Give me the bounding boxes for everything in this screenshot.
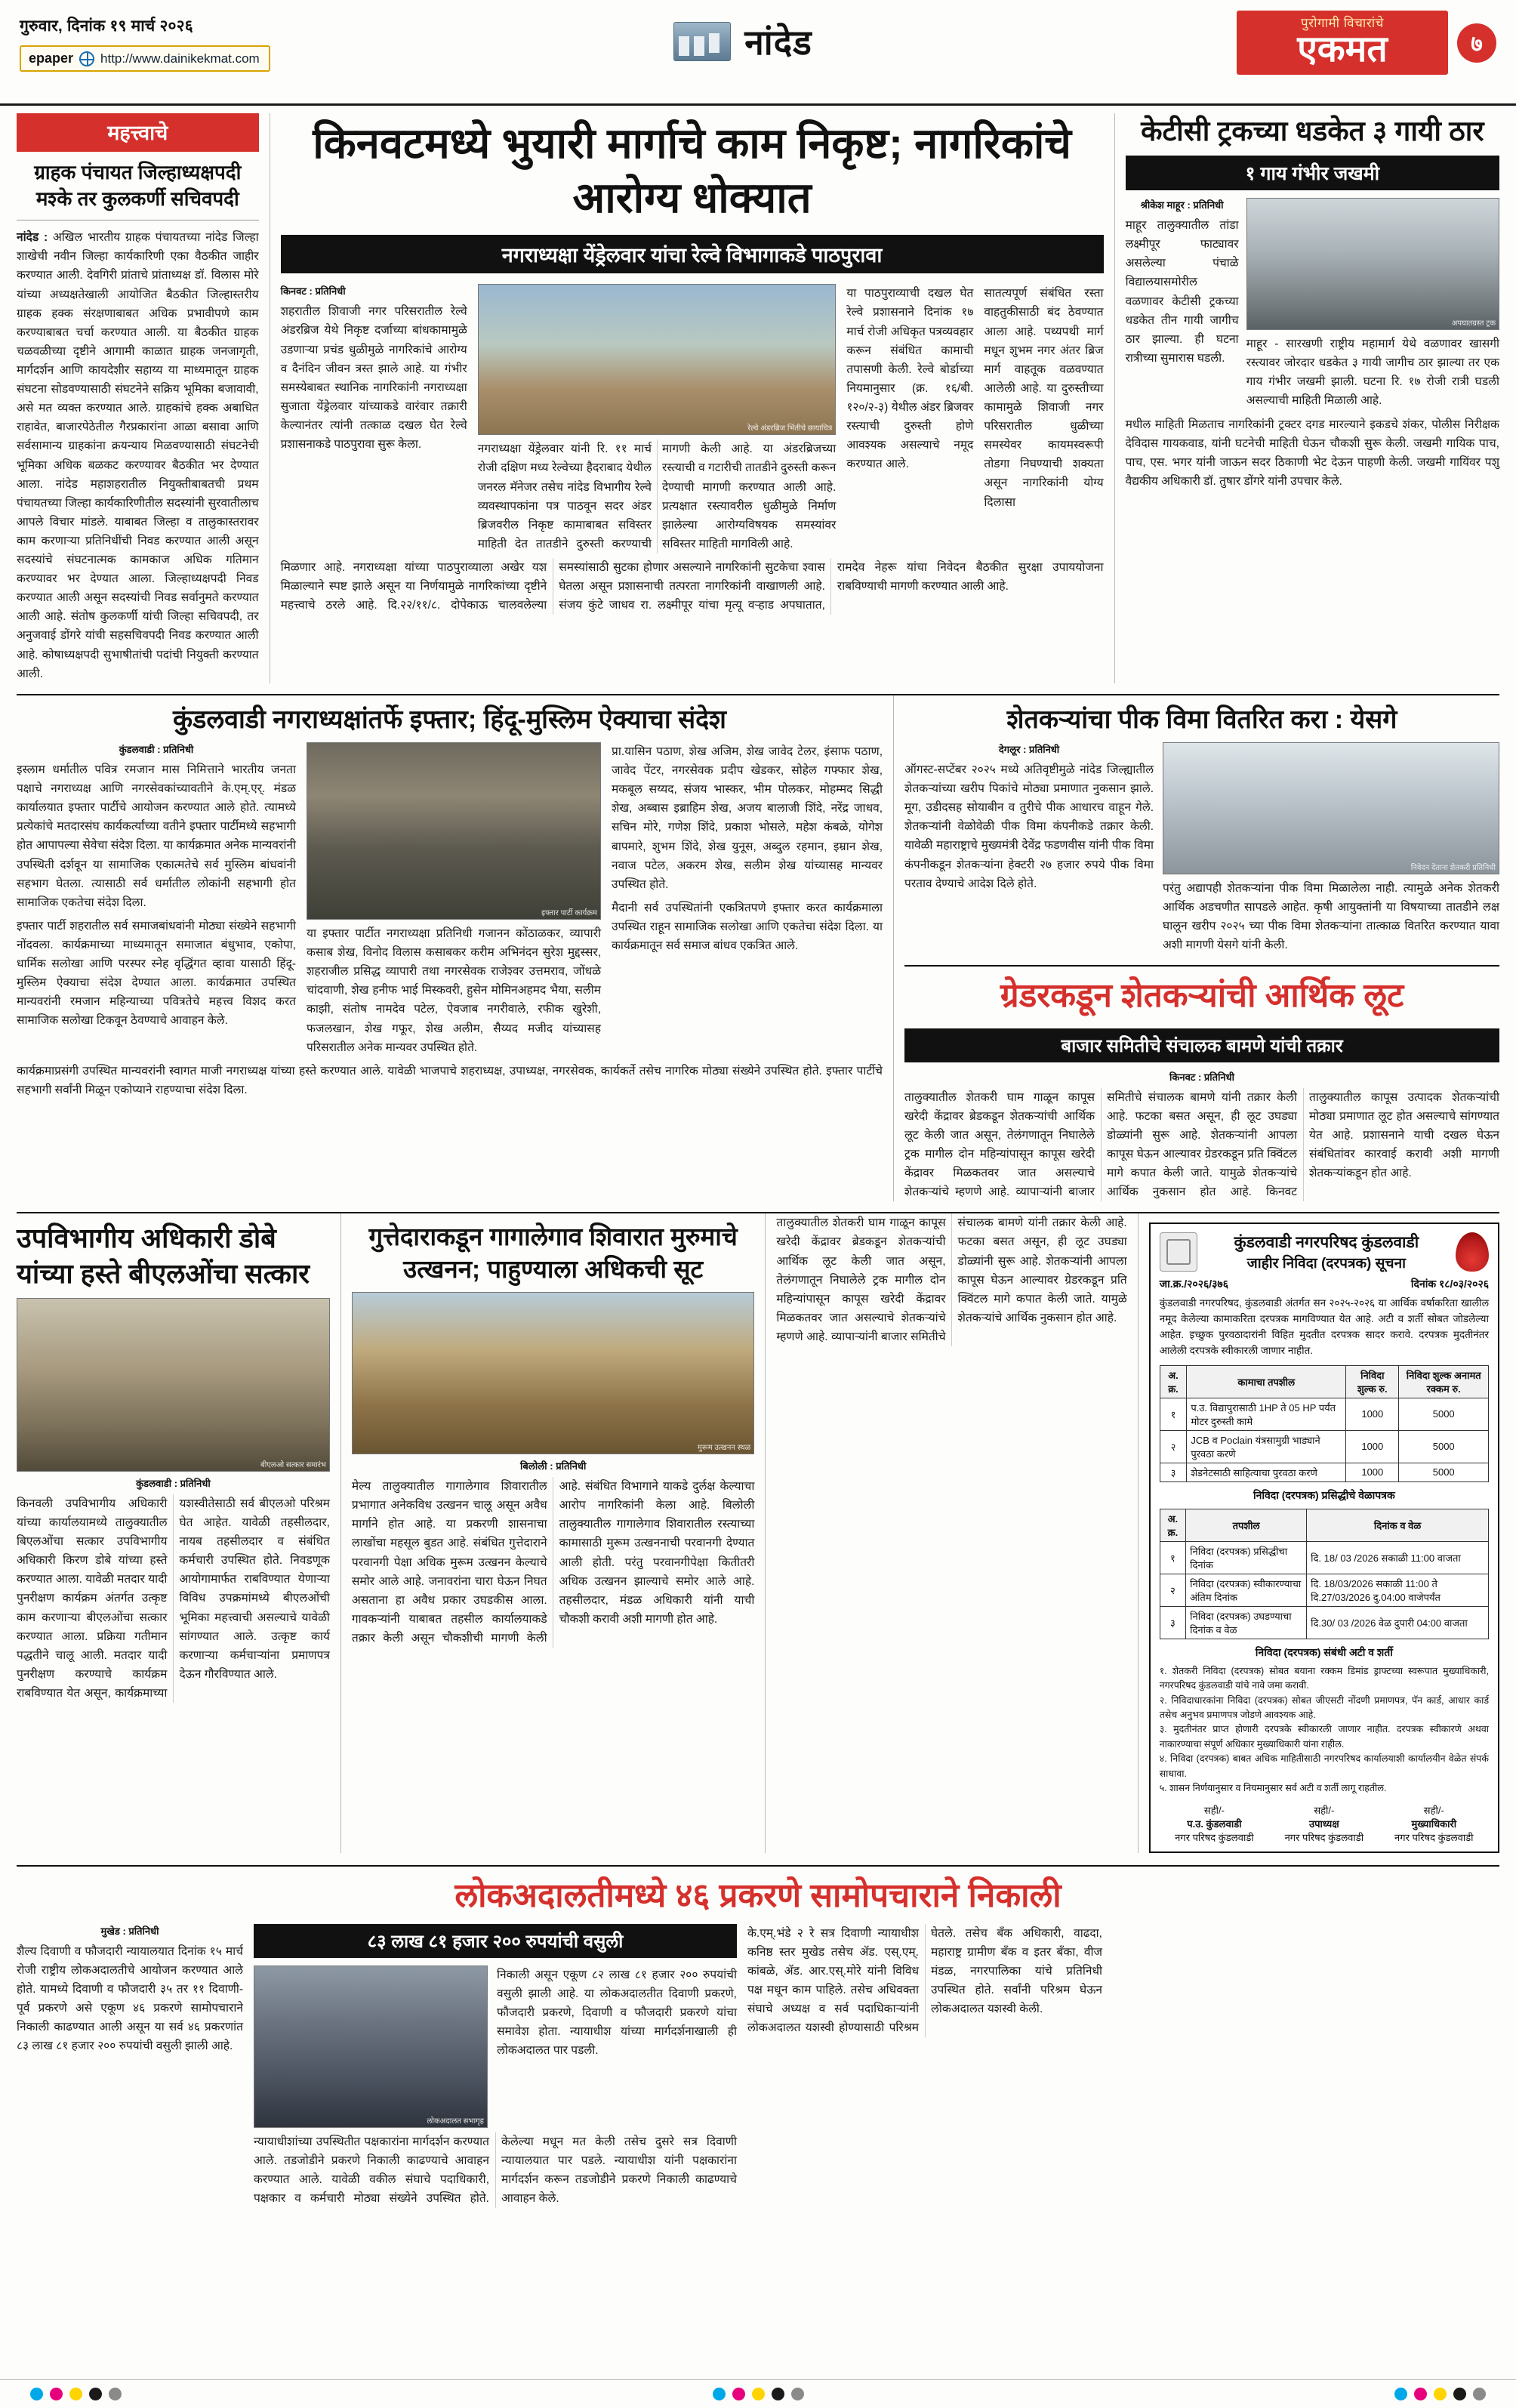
iftar-col3: कार्यक्रमाप्रसंगी उपस्थित मान्यवरांनी स्वागत माजी नगराध्यक्ष यांच्या हस्ते करण्यात आले. यावेळी भाजपाचे शहराध्यक्ष, उपाध्यक्ष, नगरसेवक, कार्यकर्ते तसेच नागरिक मोठ्या संख्येने उपस्थित होते. इफ्तार पार्टीचे सहभागी सर्वांनी मिळून एकोप्याने राहण्याचा संदेश दिला. [17,1064,883,1096]
dobe-col3: निवडणूक आयोगामार्फत राबविण्यात येणाऱ्या विविध उपक्रमांमध्ये बीएलओंची भूमिका महत्त्वाची असल्याचे यावेळी सांगण्यात आले. उत्कृष्ट कार्य करणाऱ्या कर्मचाऱ्यांना प्रमाणपत्र देऊन गौरविण्यात आले. [179,1554,330,1681]
underpass-photo [478,284,837,435]
th-datetime: दिनांक व वेळ [1307,1509,1489,1541]
ktc-col3: मधील माहिती मिळताच नागरिकांनी ट्रक्टर दगड मारल्याने इकडचे शंकर, पोलीस निरीक्षक देविदास गायकवाड, यांनी घटनेची माहिती घेऊन चौकशी सुरू केली. जखमी गायिक पाच, पाच, एस. भगर यांनी जाऊन सदर ठिकाणी भेट देऊन पाहणी केली. जखमी गायिंवर पशु वैद्यकीय अधिकारी डॉ. तुषार डोंगरे यांनी उपचार केले. [1125,418,1499,488]
brand-logo [1237,11,1448,75]
cell-work: JCB व Poclain यंत्रसामुग्री भाड्याने पुरवठा करणे [1187,1430,1346,1463]
grader-col3: किनवट तालुक्यातील कापूस उत्पादक शेतकऱ्यांची मोठ्या प्रमाणात लूट होत असल्याचे सांगण्यात येत आहे. प्रशासनाने याची दखल घेऊन संबंधितांवर कारवाई करावी अशी मागणी शेतकऱ्यांकडून होत आहे. [1266,1090,1499,1199]
iftar-col2: इफ्तार पार्टी शहरातील सर्व समाजबांधवांनी मोठ्या संख्येने सहभागी नोंदवला. कार्यक्रमाच्या माध्यमातून समाजात बंधुभाव, एकोपा, धार्मिक सलोखा आणि परस्पर स्नेह वृद्धिंगत व्हावा यासाठी हिंदू-मुस्लिम ऐक्याचा संदेश देण्यात आला. कार्यक्रमात उपस्थित मान्यवरांनी रमजान महिन्याच्या पवित्रतेचे महत्त्व विशद करत सामाजिक सलोखा टिकवून ठेवण्याचे आवाहन केले. [17,919,296,1028]
cell-datetime: दि. 18/ 03 /2026 सकाळी 11:00 वाजता [1307,1541,1489,1574]
term-item: १. शेतकरी निविदा (दरपत्रक) सोबत बयाना रक्कम डिमांड ड्राफ्टच्या स्वरूपात मुख्याधिकारी, नगरपरिषद कुंडलवाडी यांचे नावे जमा करावी. [1159,1665,1490,1691]
lokadalat-dateline: मुखेड : प्रतिनिधी [100,1925,159,1937]
page-number: ७ [1457,23,1496,63]
dotset-right [1394,2388,1486,2400]
sign-role: सही/- [1423,1805,1444,1817]
left-headline: ग्राहक पंचायत जिल्हाध्यक्षपदी मश्के तर कुलकर्णी सचिवपदी [17,159,259,220]
cell-fee: 1000 [1346,1430,1399,1463]
sheti-col2: परंतु अद्यापही शेतकऱ्यांना पीक विमा मिळालेला नाही. त्यामुळे अनेक शेतकरी आर्थिक अडचणीत सापडले आहेत. कृषी आयुक्तांनी या विषयाच्या तातडीने लक्ष घालून खरीप २०२५ च्या पीक विमा शेतकऱ्यांना तात्काळ वितरित करण्यात यावा अशी मागणी येसगे यांनी केली. [1163,882,1499,952]
notice-title-line1: कुंडलवाडी नगरपरिषद कुंडलवाडी [1234,1234,1419,1252]
lokadalat-col6: तसेच बँक अधिकारी, वाढदा, महाराष्ट्र ग्रामीण बँक व इतर बँका, वीज मंडळ, नगरपालिका यांचे प्रतिनिधी उपस्थित होते. सर्वांनी परिश्रम घेऊन लोकअदालत यशस्वी केली. [931,1926,1102,2015]
grader-extra-1: तालुक्यातील शेतकरी घाम गाळून कापूस खरेदी केंद्रावर ब्रेडकडून शेतकऱ्यांची आर्थिक लूट केली जात असून, तेलंगणातून निघालेले ट्रक मागील दोन महिन्यांपासून कापूस खरेदी केंद्रावर मिळकतवर जात असल्याचे शेतकऱ्यांचे म्हणणे आहे. व्यापाऱ्यांनी बाजार समितीचे संचालक बामणे यांनी तक्रार केली आहे. [776,1216,1127,1343]
lokadalat-sub-banner: ८३ लाख ८१ हजार २०० रुपयांची वसुली [254,1924,737,1958]
iftar-col4: या इफ्तार पार्टीत नगराध्यक्षा प्रतिनिधी गजानन कोंठाळकर, व्यापारी कसाब शेख, विनोद विलास कसाबकर करीम अभिनंदन सुरेश मुद्दस्सर, शहराजील प्रसिद्ध व्यापारी तथा नगरसेवक राजेश्वर उत्तमराव, जोंधळे चांदवाणी, शेख हनीफ भाई मिस्कवरी, हुसेन मोमिनअहमद भैया, सलीम काझी, संतोष नामदेव पटेल, ऐवजाब नगरीवाले, रफीक खुरेशी, फजलखान, शेख गफूर, शेख अलीम, सैय्यद मजीद यांच्यासह परिसरातील अनेक मान्यवर उपस्थित होते. [307,927,601,1054]
cell-work: प.उ. विद्यापुरासाठी 1HP ते 05 HP पर्यंत मोटर दुरुस्ती कामे [1187,1398,1346,1430]
main-col2: दुरुस्ती करण्याची मागणी केली आहे. या अंडरब्रिजच्या रस्त्याची व गटारीची तातडीने दुरुस्ती करून देण्याची मागणी करण्यात आली आहे. प्रत्यक्षात रस्त्यावरील धुळीमुळे निर्माण झालेल्या आरोग्यविषयक समस्यांवर सविस्तर माहिती मागविली आहे. [576,442,837,550]
signature-block [1160,1803,1269,1844]
reg-dot [109,2388,122,2400]
reg-dot [1473,2388,1486,2400]
cell-detail: निविदा (दरपत्रक) प्रसिद्धीचा दिनांक [1186,1541,1307,1574]
ktc-col2: माहूर - सारखणी राष्ट्रीय महामार्ग येथे वळणावर खासगी रस्त्यावर जोरदार धडकेत ३ गायी जागीच ठार झाल्या तर एक गाय गंभीर जखमी झाली. घटना रि. १७ रोजी रात्री घडली असल्याची माहिती मिळाली आहे. [1246,338,1499,408]
reg-dot [1394,2388,1407,2400]
municipal-crest-icon [1160,1232,1197,1272]
murum-photo [352,1292,754,1454]
ktc-sub-banner: १ गाय गंभीर जखमी [1126,156,1499,190]
signature-block [1269,1803,1379,1844]
masthead [0,0,1516,106]
sign-role: सही/- [1203,1805,1225,1817]
terms-title: निविदा (दरपत्रक) संबंधी अटी व शर्ती [1255,1645,1393,1658]
ktc-col1: माहूर तालुक्यातील तांडा लक्ष्मीपूर फाट्यावर असलेल्या पंचाळे विद्यालयासमोरील वळणावर केटीसी ट्रकच्या धडकेत तीन गायी जागीच ठार झाल्या. ही घटना रात्रीच्या सुमारास घडली. [1125,219,1239,365]
table-row [1160,1430,1488,1463]
reg-dot [732,2388,745,2400]
murum-headline: गुत्तेदाराकडून गागालेगाव शिवारात मुरुमाचे उत्खनन; पाहुण्याला अधिकची सूट [368,1222,738,1284]
reg-dot [50,2388,63,2400]
dobe-col1: किनवली उपविभागीय अधिकारी यांच्या कार्यालयामध्ये तालुक्यातील बिएलओंचा सत्कार उपविभागीय अधिकारी किरण डोबे यांच्या हस्ते करण्यात आला. यावेळी मतदार यादी पुनरीक्षण कार्यक्रम अंतर्गत उत्कृष्ट काम करणाऱ्या बीएलओंचा सत्कार करण्यात आला. [17,1497,168,1643]
sheti-col1: ऑगस्ट-सप्टेंबर २०२५ मध्ये अतिवृष्टीमुळे नांदेड जिल्ह्यातील शेतकऱ्यांच्या खरीप पिकांचे मोठ्या प्रमाणात नुकसान झाले. मूग, उडीदसह सोयाबीन व तुरीचे पीक आधारच वाहून गेले. शेतकऱ्यांनी वेळोवेळी पीक विमा कंपनीकडे तक्रार केली. यावेळी महाराष्ट्राचे मुख्यमंत्री देवेंद्र फडणवीस यांनी पीक विमा कंपनीकडून शेतकऱ्यांना हेक्टरी २७ हजार रुपये पीक विमा परताव देण्याचे आदेश दिले होते. [904,763,1154,890]
notice-date: दिनांक १८/०३/२०२६ [1410,1278,1490,1290]
table-row [1160,1398,1488,1430]
th-emd: निविदा शुल्क अनामत रक्कम रु. [1399,1365,1489,1398]
notice-title-line2: जाहीर निविदा (दरपत्रक) सूचना [1246,1256,1407,1272]
truck-photo [1246,198,1499,330]
murum-col3: बिलोली तालुक्यातील गागालेगाव शिवारातील रस्त्याच्या कामासाठी मुरूम उत्खननाची परवानगी देण्यात आली होती. परंतु परवानगीपेक्षा कितीतरी अधिक उत्खनन झाल्याचे समोर आले आहे. तहसीलदार, मंडळ अधिकारी यांनी याची चौकशी करावी अशी मागणी होत आहे. [559,1499,755,1626]
table-row [1160,1574,1488,1606]
city-emblem-icon [673,22,731,61]
right-column [1126,113,1499,683]
ktc-headline: केटीसी ट्रकच्या धडकेत ३ गायी ठार [1141,116,1484,146]
table-row [1160,1606,1488,1639]
lokadalat-headline: लोकअदालतीमध्ये ४६ प्रकरणे सामोपचाराने निकाली [454,1877,1062,1915]
tender-notice [1149,1222,1499,1853]
photo-caption-truck: अपघातग्रस्त ट्रक [1451,319,1496,328]
ktc-byline: श्रीकेश माहूर : प्रतिनिधी [1140,199,1224,211]
section-label-important: महत्त्वाचे [17,113,259,152]
epaper-url: http://www.dainikekmat.com [100,51,260,66]
edition-city: नांदेड [744,23,812,62]
lokadalat-col3: न्यायाधीशांच्या उपस्थितीत पक्षकारांना मार्गदर्शन करण्यात आले. तडजोडीने प्रकरणे निकाली काढण्याचे आवाहन करण्यात आले. यावेळी वकील संघाचे पदाधिकारी, पक्षकार व कर्मचारी मोठ्या संख्येने उपस्थित होते. [254,2135,489,2205]
grader-dateline: किनवट : प्रतिनिधी [1169,1071,1235,1083]
table-row [1160,1541,1488,1574]
sign-office: नगर परिषद कुंडलवाडी [1394,1832,1474,1844]
sign-name: उपाध्यक्ष [1309,1818,1339,1830]
sign-name: मुख्याधिकारी [1411,1818,1457,1830]
iftar-headline: कुंडलवाडी नगराध्यक्षांतर्फे इफ्तार; हिंदू-मुस्लिम ऐक्याचा संदेश [173,705,726,734]
sign-office: नगर परिषद कुंडलवाडी [1175,1832,1254,1844]
dobe-headline: उपविभागीय अधिकारी डोबे यांच्या हस्ते बीएलओंचा सत्कार [17,1222,310,1290]
table-row [1160,1463,1488,1481]
yesge-photo [1163,742,1499,874]
cell-fee: 1000 [1346,1463,1399,1481]
dotset-mid [713,2388,804,2400]
cell-detail: निविदा (दरपत्रक) उघडण्याचा दिनांक व वेळ [1186,1606,1307,1639]
grader-col2: फटका बसत असून, ही लूट उघड्या डोळ्यांनी सुरू आहे. शेतकऱ्यांनी आपला कापूस घेऊन आल्यावर ग्रेडरकडून प्रति क्विंटल मागे कपात केली जाते. यामुळे शेतकऱ्यांचे आर्थिक नुकसान होत आहे. [1107,1109,1297,1199]
th-sr: अ. क्र. [1160,1365,1187,1398]
masthead-right [1142,11,1496,75]
lokadalat-col1: शैल्य दिवाणी व फौजदारी न्यायालयात दिनांक १५ मार्च रोजी राष्ट्रीय लोकअदालतीचे आयोजन करण्यात आले होते. यामध्ये दिवाणी व फौजदारी ३५ तर ११ दिवाणी-पूर्व प्रकरणे असे एकूण ४६ प्रकरणे सामोपचाराने निकाली काढण्यात आली असून या सर्व ४६ प्रकरणांत ८३ लाख ८१ हजार २०० रुपयांची वसुली झाली आहे. [17,1944,243,2053]
reg-dot [772,2388,784,2400]
tender-work-table [1160,1365,1489,1482]
sign-office: नगर परिषद कुंडलवाडी [1284,1832,1364,1844]
reg-dot [752,2388,765,2400]
cell-emd: 5000 [1399,1398,1489,1430]
tender-table-header-row [1160,1365,1488,1398]
sheti-dateline: देगलूर : प्रतिनिधी [998,744,1060,755]
th-sr: अ. क्र. [1160,1509,1185,1541]
flame-logo-icon [1456,1232,1489,1272]
iftar-story [17,695,883,1201]
lokadalat-col2: निकाली असून एकूण ८२ लाख ८१ हजार २०० रुपयांची वसुली झाली आहे. या लोकअदालतीत दिवाणी प्रकरणे, फौजदारी प्रकरणे, दिवाणी व फौजदारी प्रकरणे यांचा समावेश होता. न्यायाधीश यांच्या मार्गदर्शनाखाली ही लोकअदालत पार पडली. [497,1968,737,2057]
cell-sr: २ [1160,1574,1185,1606]
term-item: ४. निविदा (दरपत्रक) बाबत अधिक माहितीसाठी नगरपरिषद कार्यालयाशी कार्यालयीन वेळेत संपर्क साधावा. [1159,1753,1490,1779]
iftar-photo [307,742,601,920]
notice-body: कुंडलवाडी नगरपरिषद, कुंडलवाडी अंतर्गत सन २०२५-२०२६ या आर्थिक वर्षाकरिता खालील नमूद केलेल्या कामाकरिता दरपत्रक मागविण्यात येत आहे. अटी व शर्ती सोबत जोडलेल्या आहेत. इच्छुक पुरवठादारांनी विहित मुदतीत दरपत्रक सादर करावे. दरपत्रक मुदतीनंतर आलेली दरपत्रके स्वीकारली जाणार नाहीत. [1159,1297,1490,1357]
photo-caption-murum: मुरूम उत्खनन स्थळ [697,1444,751,1453]
masthead-center [344,11,1142,65]
photo-caption-blo: बीएलओ सत्कार समारंभ [260,1460,326,1469]
cell-datetime: दि.30/ 03 /2026 वेळ दुपारी 04:00 वाजता [1307,1606,1489,1639]
iftar-col1: इस्लाम धर्मातील पवित्र रमजान मास निमित्ताने भारतीय जनता पक्षाचे नगराध्यक्ष आणि नगरसेवकांच्यावतीने के.एम्.एर्. मंडळ कार्यालयात इफ्तार पार्टीचे आयोजन करण्यात आले होते. त्यामध्ये प्रत्येकांचे मतदारसंघ कार्यकर्त्यांच्या वतीने इफ्तार पार्टीमध्ये सहभागी होत आपापल्या सेवेचा संदेश दिला. या कार्यक्रमात अनेक मान्यवरांनी उपस्थिती दर्शवून या सामाजिक एकात्मतेचे सर्व मुस्लिम बांधवांनी सहभाग घेतला. त्यासाठी सर्व धर्मातील लोकांनी सहभागी होत सामाजिक एकतेचा संदेश दिला. [17,763,296,909]
cell-sr: १ [1160,1541,1185,1574]
photo-caption-iftar: इफ्तार पार्टी कार्यक्रम [541,909,597,917]
murum-dateline: बिलोली : प्रतिनिधी [519,1460,587,1472]
dobe-story [17,1213,330,1853]
publication-date: गुरुवार, दिनांक १९ मार्च २०२६ [20,17,193,35]
dobe-dateline: कुंडलवाडी : प्रतिनिधी [136,1477,211,1489]
th-work: कामाचा तपशील [1187,1365,1346,1398]
left-body-text: अखिल भारतीय ग्राहक पंचायतच्या नांदेड जिल्हा शाखेची नवीन जिल्हा कार्यकारिणी एका वैठकीत जाहीर करण्यात आली. देवगिरी प्रांताचे प्रांताध्यक्ष डॉ. विलास मोरे यांच्या अध्यक्षतेखाली आयोजित बैठकीत जिल्हास्तरीय ग्राहक हक्क संरक्षणाबाबत अधिक प्रभावीपणे काम करण्याबाबत चर्चा करण्यात आली. या बैठकीत ग्राहक चळवळीच्या दृष्टीने आगामी काळात ग्राहक जनजागृती, मार्गदर्शन आणि कायदेशीर सहाय्य या माध्यमातून ग्राहक संघटना सोडवण्यासाठी संघटनेने सक्रिय भूमिका बजावावी, असे मत व्यक्त करण्यात आले. ग्राहकांचे हक्क अबाधित राहावेत, बाजारपेठेतील गैरप्रकारांना आळा बसावा आणि सर्वसामान्य ग्राहकांना क्रयन्याय मिळवण्यासाठी संघटनेची भूमिका अधिक बळकट करण्यावर बैठकीत भर देण्यात आला. नांदेड महाशहरातील नियुक्तीबाबतची प्रथम पंचायतच्या जिल्हा कार्यकारिणीतील सदस्यांनी सुरवातीलाच आपले विचार मांडले. याबाबत जिल्हा व तालुकास्तरावर काम करणाऱ्या प्रतिनिधींची निवड करण्यात आली असून सदस्यांचे संघटनात्मक कामकाज अधिक गतिमान करण्यावर भर देण्यात आला. जिल्हाध्यक्षपदी निवड करण्यात आली असून सदस्यांची निवड सर्वानुमते करण्यात आली आहे. संतोष कुलकर्णी यांची जिल्हा सचिवपदी, तर अनुजवाई डोंगरे यांची सहसचिवपदी निवड करण्यात आली आहे. कोषाध्यक्षपदी सुभाषीतांची पदांची नियुक्ती करण्यात आली. [17,231,259,680]
main-col6: संजय कुंटे जाधव रा. लक्ष्मीपूर यांचा मृत्यू वऱ्हाड अपघातात, रामदेव नेहरू यांचा निवेदन बैठकीत सुरक्षा उपाययोजना राबविण्याची मागणी करण्यात आली आहे. [559,561,1104,612]
sheti-story [904,695,1499,1201]
sign-name: प.उ. कुंडलवाडी [1187,1818,1242,1830]
top-zone [0,106,1516,683]
term-item: ५. शासन निर्णयानुसार व नियमानुसार सर्व अटी व शर्ती लागू राहतील. [1159,1782,1387,1793]
cell-sr: २ [1160,1430,1187,1463]
term-item: ३. मुदतीनंतर प्राप्त होणारी दरपत्रके स्वीकारली जाणार नाहीत. दरपत्रक स्वीकारणे अथवा नाकारण्याचा संपूर्ण अधिकार मुख्याधिकारी यांना राहील. [1159,1724,1490,1750]
main-story [281,113,1104,683]
reg-dot [791,2388,804,2400]
reg-dot [1453,2388,1466,2400]
schedule-title: निविदा (दरपत्रक) प्रसिद्धीचे वेळापत्रक [1253,1488,1395,1501]
left-article-body [17,228,259,683]
reg-dot [69,2388,82,2400]
dotset-left [30,2388,122,2400]
term-item: २. निविदाधारकांना निविदा (दरपत्रक) सोबत जीएसटी नोंदणी प्रमाणपत्र, पॅन कार्ड, आधार कार्ड तसेच अनुभव प्रमाणपत्र जोडणे आवश्यक आहे. [1159,1694,1490,1721]
cell-work: शेडनेटसाठी साहित्याचा पुरवठा करणे [1187,1463,1346,1481]
grader-col1: तालुक्यातील शेतकरी घाम गाळून कापूस खरेदी केंद्रावर ब्रेडकडून शेतकऱ्यांची आर्थिक लूट केली जात असून, तेलंगणातून निघालेले ट्रक मागील दोन महिन्यांपासून कापूस खरेदी केंद्रावर मिळकतवर जात असल्याचे शेतकऱ्यांचे म्हणणे आहे. व्यापाऱ्यांनी बाजार समितीचे संचालक बामणे यांनी तक्रार केली आहे. [904,1090,1297,1199]
murum-col1: मेल्य तालुक्यातील गागालेगाव शिवारातील प्रभागात अनेकविध उत्खनन चालू असून अवैध मार्गाने होत आहे. या प्रकरणी शासनाचा लाखोंचा महसूल बुडत आहे. संबंधित गुत्तेदाराने परवानगी पेक्षा अधिक मुरूम उत्खनन केल्याचे समोर आले आहे. [351,1480,547,1588]
main-col1: नगराध्यक्षा येंड्रेलवार यांनी रि. ११ मार्च रोजी दक्षिण मध्य रेल्वेच्या हैदराबाद येथील जनरल मॅनेजर तसेच नांदेड विभागीय रेल्वे व्यवस्थापकांना पत्र पाठवून सदर अंडर ब्रिजवरील निकृष्ट कामाबाबत सविस्तर माहिती देत तातडीने [477,442,652,550]
notice-signatures [1160,1803,1489,1844]
lokadalat-col4: केलेल्या मधून मत केली तसेच दुसरे सत्र दिवाणी न्यायालयात पार पडले. न्यायाधीश यांनी पक्षकारांना मार्गदर्शन करून तडजोडीने प्रकरणे निकाली काढण्याचे आवाहन केले. [501,2135,737,2205]
dobe-col2: प्रक्रिया गतीमान पद्धतीने चालू आली. मतदार यादी पुनरीक्षण करण्याचे कार्यक्रम राबविण्यात येत असून, कार्यक्रमाच्या यशस्वीतेसाठी सर्व बीएलओ परिश्रम घेत आहेत. यावेळी तहसीलदार, नायब तहसीलदार व संबंधित कर्मचारी उपस्थित होते. [17,1497,330,1700]
lokadalat-photo [254,1966,488,2128]
reg-dot [713,2388,726,2400]
murum-story [352,1213,754,1853]
reg-dot [89,2388,102,2400]
tender-schedule-table [1160,1509,1489,1639]
notice-ref-no: जा.क्र./२०२६/३७६ [1159,1278,1228,1290]
reg-dot [1434,2388,1447,2400]
grader-body-extra [776,1213,1126,1853]
reg-dot [1414,2388,1427,2400]
grader-extra-2: फटका बसत असून, ही लूट उघड्या डोळ्यांनी सुरू आहे. शेतकऱ्यांनी आपला कापूस घेऊन आल्यावर ग्रेडरकडून प्रति क्विंटल मागे कपात केली जाते. यामुळे शेतकऱ्यांचे आर्थिक नुकसान होत आहे. [957,1235,1127,1324]
schedule-header-row [1160,1509,1488,1541]
murum-col2: जनावरांना चारा घेऊन निघत असताना हा अवैध प्रकार उघडकीस आला. गावकऱ्यांनी याबाबत तहसील कार्यालयाकडे तक्रार केली असून चौकशीची मागणी केली आहे. संबंधित विभागाने याकडे दुर्लक्ष केल्याचा आरोप नागरिकांनी केला आहे. [351,1480,755,1645]
lokadalat-story [0,1867,1516,2208]
th-fee: निविदा शुल्क रु. [1346,1365,1399,1398]
left-dateline: नांदेड : [17,231,48,245]
globe-icon [79,51,94,66]
cell-emd: 5000 [1399,1463,1489,1481]
main-dateline: किनवट : प्रतिनिधी [280,285,346,298]
epaper-label: epaper [29,51,74,66]
iftar-col5: प्रा.यासिन पठाण, शेख अजिम, शेख जावेद टेलर, इंसाफ पठाण, जावेद पेंटर, नगरसेवक प्रदीप खेडकर, सोहेल गफ्फार शेख, मकबूल सय्यद, संजय भास्कर, भीम पोलकर, मोहम्मद सिद्धी शेख, अब्बास इब्राहिम शेख, अजय बालाजी शिंदे, नरेंद्र जाधव, सचिन मोरे, गणेश शिंदे, प्रकाश भोसले, महेश कंबळे, योगेश बापमारे, शुभम शिंदे, शेख युनूस, अब्दुल रहमान, इम्रान शेख, नवाज पटेल, अकरम शेख, सलीम शेख यांच्यासह मान्यवर उपस्थित होते. [612,745,883,891]
signature-block [1379,1803,1489,1844]
cell-sr: ३ [1160,1606,1185,1639]
main-headline: किनवटमध्ये भुयारी मार्गाचे काम निकृष्ट; नागरिकांचे आरोग्य धोक्यात [313,119,1071,221]
cell-sr: ३ [1160,1463,1187,1481]
grader-headline: ग्रेडरकडून शेतकऱ्यांची आर्थिक लूट [1000,977,1404,1015]
photo-caption-yesge: निवेदन देताना शेतकरी प्रतिनिधी [1410,864,1496,872]
cell-detail: निविदा (दरपत्रक) स्वीकारण्याचा अंतिम दिनांक [1186,1574,1307,1606]
iftar-dateline: कुंडलवाडी : प्रतिनिधी [119,744,194,755]
left-column [17,113,259,683]
th-detail: तपशील [1186,1509,1307,1541]
main-col4: सातत्यपूर्ण संबंधित रस्ता वाहतुकीसाठी बंद ठेवण्यात आला आहे. पथ्यपथी मार्ग मधून शुभम नगर अंतर ब्रिज मार्ग वाहतूक वळवण्यात आलेली आहे. या दुरुस्तीच्या कामामुळे शिवाजी नगर परिसरातील धुळीच्या समस्येवर कायमस्वरूपी तोडगा निघण्याची शक्यता असून नागरिकांनी योग्य दिलासा [984,287,1104,509]
reg-dot [30,2388,43,2400]
photo-caption-lokadalat: लोकअदालत सभागृह [427,2117,484,2126]
masthead-left [20,11,344,72]
grader-sub-banner: बाजार समितीचे संचालक बामणे यांची तक्रार [904,1028,1499,1062]
sign-role: सही/- [1314,1805,1335,1817]
main-col5: मिळणार आहे. नगराध्यक्षा यांच्या पाठपुराव्याला अखेर यश मिळाल्याने स्पष्ट झाले असून या निर्णयामुळे नागरिकांच्या दृष्टीने महत्त्वाचे ठरले आहे. दि.२२/११/८. दोपेकाऊ चालवलेल्या समस्यांसाठी सुटका होणार असल्याने नागरिकांनी सुटकेचा श्वास घेतला असून प्रशासनाची तत्परता नागरिकांनी वाखाणली आहे. [280,561,825,612]
brand-tagline: पुरोगामी विचारांचे [1301,16,1384,30]
cell-sr: १ [1160,1398,1187,1430]
main-col3: या पाठपुराव्याची दखल घेत रेल्वे प्रशासनाने दिनांक १७ मार्च रोजी अधिकृत पत्रव्यवहार करून संबंधित कामाची तपासणी केली. रेल्वे बोर्डाच्या नियमानुसार (क्र. १६/बी. १२०/२-३) येथील अंडर ब्रिजवर रस्त्याची दुरुस्ती होणे आवश्यक असल्याचे नमूद करण्यात आले. [846,287,974,471]
epaper-link[interactable] [20,45,270,72]
main-sub-banner: नगराध्यक्षा येंड्रेलवार यांचा रेल्वे विभागाकडे पाठपुरावा [281,235,1104,273]
main-lead: शहरातील शिवाजी नगर परिसरातील रेल्वे अंडरब्रिज येथे निकृष्ट दर्जाच्या बांधकामामुळे उडणाऱ्या प्रचंड धुळीमुळे नागरिकांचे आरोग्य व दैनंदिन जीवन त्रस्त झाले आहे. या गंभीर समस्येबाबत स्थानिक नागरिकांनी नगराध्यक्षा सुजाता येंड्रेलवार यांच्याकडे वारंवार तक्रारी केल्यानंतर त्यांनी तत्काळ दखल घेत रेल्वे प्रशासनाकडे पाठपुरावा सुरू केला. [280,305,467,452]
brand-name: एकमत [1297,29,1388,69]
blo-photo [17,1298,330,1472]
notice-header [1160,1232,1489,1272]
print-registration-marks [0,2379,1516,2408]
photo-caption-underpass: रेल्वे अंडरब्रिज भिंतीचे छायाचित्र [747,424,833,433]
cell-datetime: दि. 18/03/2026 सकाळी 11:00 ते दि.27/03/2026 दु.04:00 वाजेपर्यंत [1307,1574,1489,1606]
cell-emd: 5000 [1399,1430,1489,1463]
lokadalat-col5: के.एम्.भंडे २ रे सत्र दिवाणी न्यायाधीश कनिष्ठ स्तर मुखेड तसेच ॲड. एस्.एम्. कांबळे, ॲड. आर.एस्.मोरे यांनी विविध पक्ष मधून काम पाहिले. तसेच अधिवक्ता संघाचे अध्यक्ष व सर्व पदाधिकाऱ्यांनी लोकअदालत यशस्वी होण्यासाठी परिश्रम घेतले. [747,1926,957,2035]
sheti-headline: शेतकऱ्यांचा पीक विमा वितरित करा : येसगे [1006,705,1397,734]
cell-fee: 1000 [1346,1398,1399,1430]
iftar-col6: मैदानी सर्व उपस्थितांनी एकत्रितपणे इफ्तार करत कार्यक्रमाला उपस्थित राहून सामाजिक सलोखा आणि एकतेचा संदेश दिला. या कार्यक्रमातून सर्व समाज बांधव एकत्रित आले. [612,901,883,953]
